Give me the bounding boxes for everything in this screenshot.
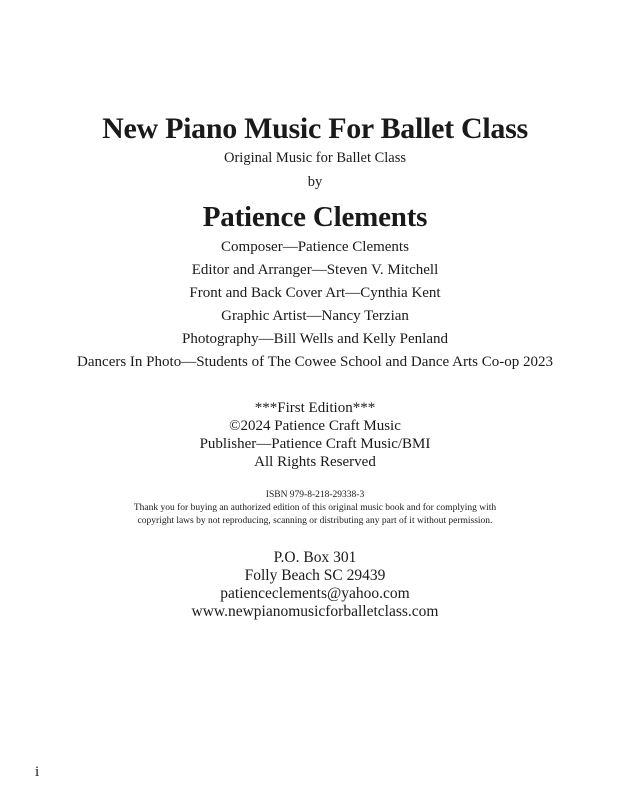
publisher-line: Publisher—Patience Craft Music/BMI	[199, 436, 431, 452]
contact-po-box: P.O. Box 301	[273, 549, 357, 566]
contact-email: patienceclements@yahoo.com	[220, 585, 410, 602]
rights-line: All Rights Reserved	[254, 454, 376, 470]
copyright-line: ©2024 Patience Craft Music	[229, 418, 401, 434]
edition-label: ***First Edition***	[254, 400, 376, 416]
credit-photography: Photography—Bill Wells and Kelly Penland	[182, 331, 448, 347]
by-line: by	[307, 174, 323, 190]
book-title: New Piano Music For Ballet Class	[102, 112, 528, 145]
book-subtitle: Original Music for Ballet Class	[223, 150, 407, 166]
credit-editor: Editor and Arranger—Steven V. Mitchell	[191, 262, 439, 278]
author-name: Patience Clements	[202, 201, 428, 233]
page-number: i	[35, 764, 40, 780]
credit-cover-art: Front and Back Cover Art—Cynthia Kent	[189, 285, 441, 301]
credit-graphic-artist: Graphic Artist—Nancy Terzian	[221, 308, 409, 324]
credit-dancers: Dancers In Photo—Students of The Cowee School and Dance Arts Co-op 2023	[77, 354, 553, 370]
copyright-notice-line-2: copyright laws by not reproducing, scanning or distributing any part of it without permission.	[137, 516, 493, 526]
isbn-line: ISBN 979-8-218-29338-3	[265, 490, 365, 500]
contact-website: www.newpianomusicforballetclass.com	[191, 603, 439, 620]
credit-composer: Composer—Patience Clements	[221, 239, 409, 255]
contact-city: Folly Beach SC 29439	[244, 567, 386, 584]
copyright-notice-line-1: Thank you for buying an authorized edition of this original music book and for complying with	[133, 503, 497, 513]
